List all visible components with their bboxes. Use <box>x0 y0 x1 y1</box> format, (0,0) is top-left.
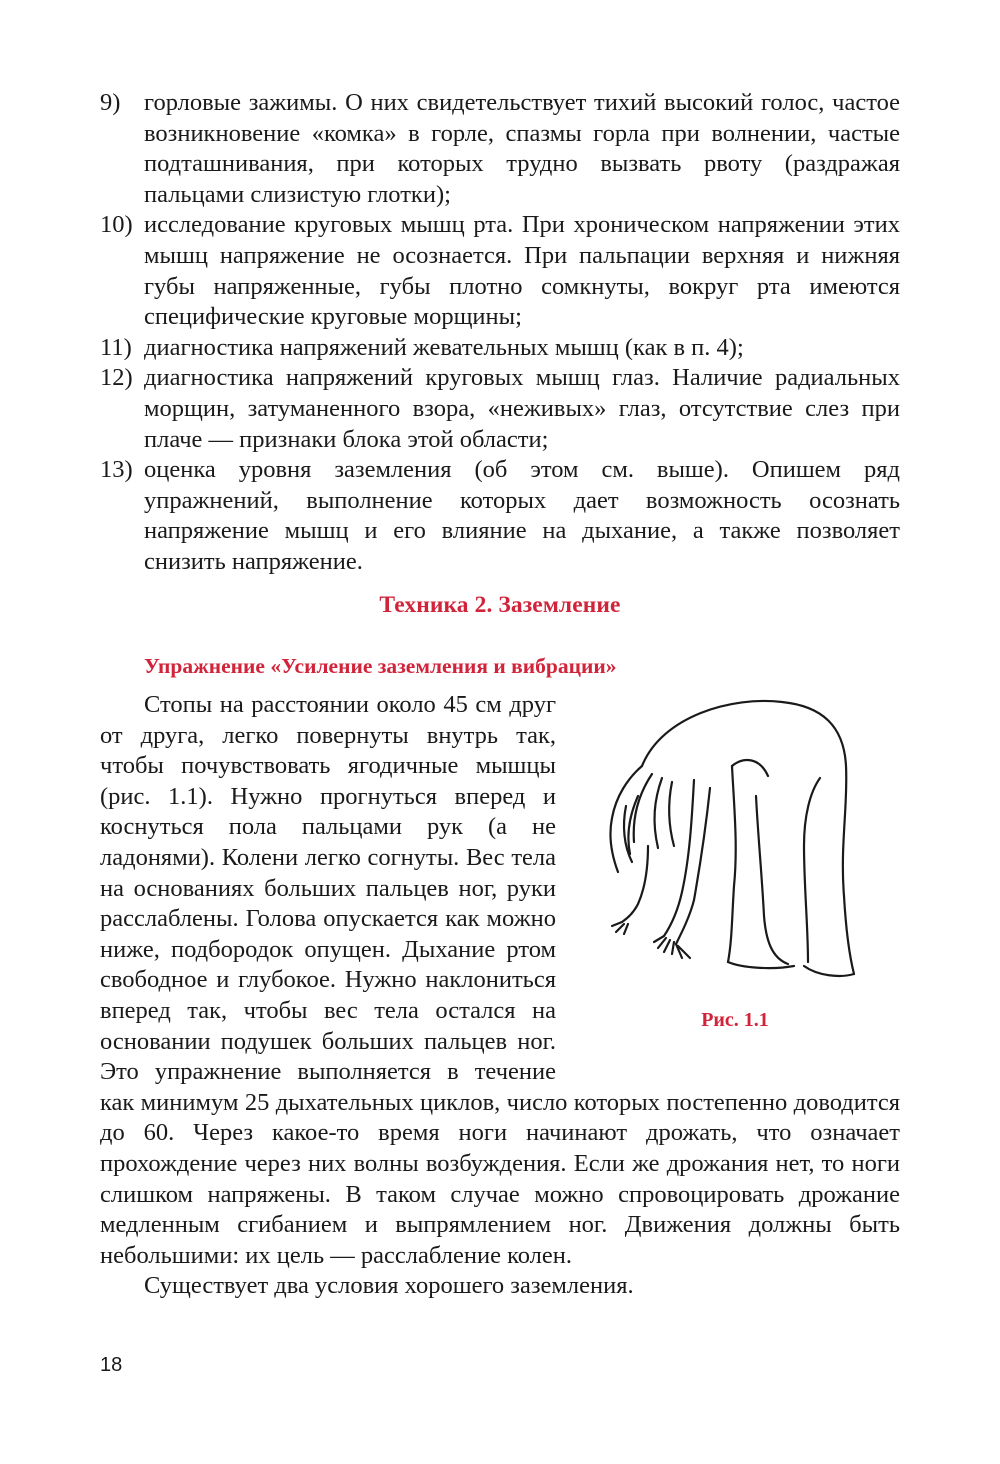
body-text <box>100 690 900 1302</box>
list-item-number: 13) <box>100 456 133 484</box>
section-title: Техника 2. Заземление <box>379 592 621 618</box>
figure-caption: Рис. 1.1 <box>701 1009 769 1031</box>
list-item-number: 11) <box>100 333 132 361</box>
list-item-number: 10) <box>100 211 133 239</box>
list-item-text: диагностика напряжений жевательных мышц (как в п. 4); <box>144 333 744 361</box>
list-item-text: горловые зажимы. О них свидетельствует тихий высокий голос, частое возникновение «комка» в горле, спазмы горла при волнении, частые подташнивания, при которых трудно вызвать рвоту (раздражая пальцами слизистую глотки); <box>144 89 900 208</box>
list-item-text: исследование круговых мышц рта. При хроническом напряжении этих мышц напряжение не осознается. При пальпации верхняя и нижняя губы напряженные, губы плотно сомкнуты, вокруг рта имеются специфические круговые морщины; <box>144 211 900 331</box>
paragraph: Стопы на расстоянии около 45 см друг от друга, легко повернуты внутрь так, чтобы почувствовать ягодичные мышцы (рис. 1.1). Нужно прогнуться вперед и коснуться пола пальцами рук (а не ладонями). Колени легко согнуты. Вес тела на основаниях больших пальцев ног, руки расслаблены. Голова опускается как можно ниже, подбородок опущен. Дыхание ртом свободное и глубокое. Нужно наклониться вперед так, чтобы вес тела остался на основании подушек больших пальцев ног. Это упражнение выполняется в течение как минимум 25 дыхательных циклов, число которых постепенно доводится до 60. Через какое-то время ноги начинают дрожать, что означает прохождение через них волны возбуждения. Если же дрожания нет, то ноги слишком напряжены. В таком случае можно спровоцировать дрожание медленным сгибанием и выпрямлением ног. Движения должны быть небольшими: их цель — расслабление колен. <box>100 691 900 1269</box>
list-item <box>100 455 900 577</box>
list-item <box>100 363 900 455</box>
list-item <box>100 210 900 332</box>
list-item <box>100 333 900 364</box>
exercise-title: Упражнение «Усиление заземления и вибрации» <box>144 654 617 678</box>
page-number: 18 <box>100 1354 123 1376</box>
paragraph: Существует два условия хорошего заземления. <box>144 1272 634 1300</box>
list-item-text: диагностика напряжений круговых мышц глаз. Наличие радиальных морщин, затуманенного взора, «неживых» глаз, отсутствие слез при плаче — признаки блока этой области; <box>144 364 900 453</box>
bending-figure-illustration <box>582 696 872 986</box>
numbered-list <box>100 88 900 578</box>
list-item-number: 9) <box>100 89 121 116</box>
list-item <box>100 88 900 210</box>
figure <box>570 690 900 1065</box>
list-item-number: 12) <box>100 364 133 392</box>
list-item-text: оценка уровня заземления (об этом см. выше). Опишем ряд упражнений, выполнение которых дает возможность осознать напряжение мышц и его влияние на дыхание, а также позволяет снизить напряжение. <box>144 456 900 575</box>
